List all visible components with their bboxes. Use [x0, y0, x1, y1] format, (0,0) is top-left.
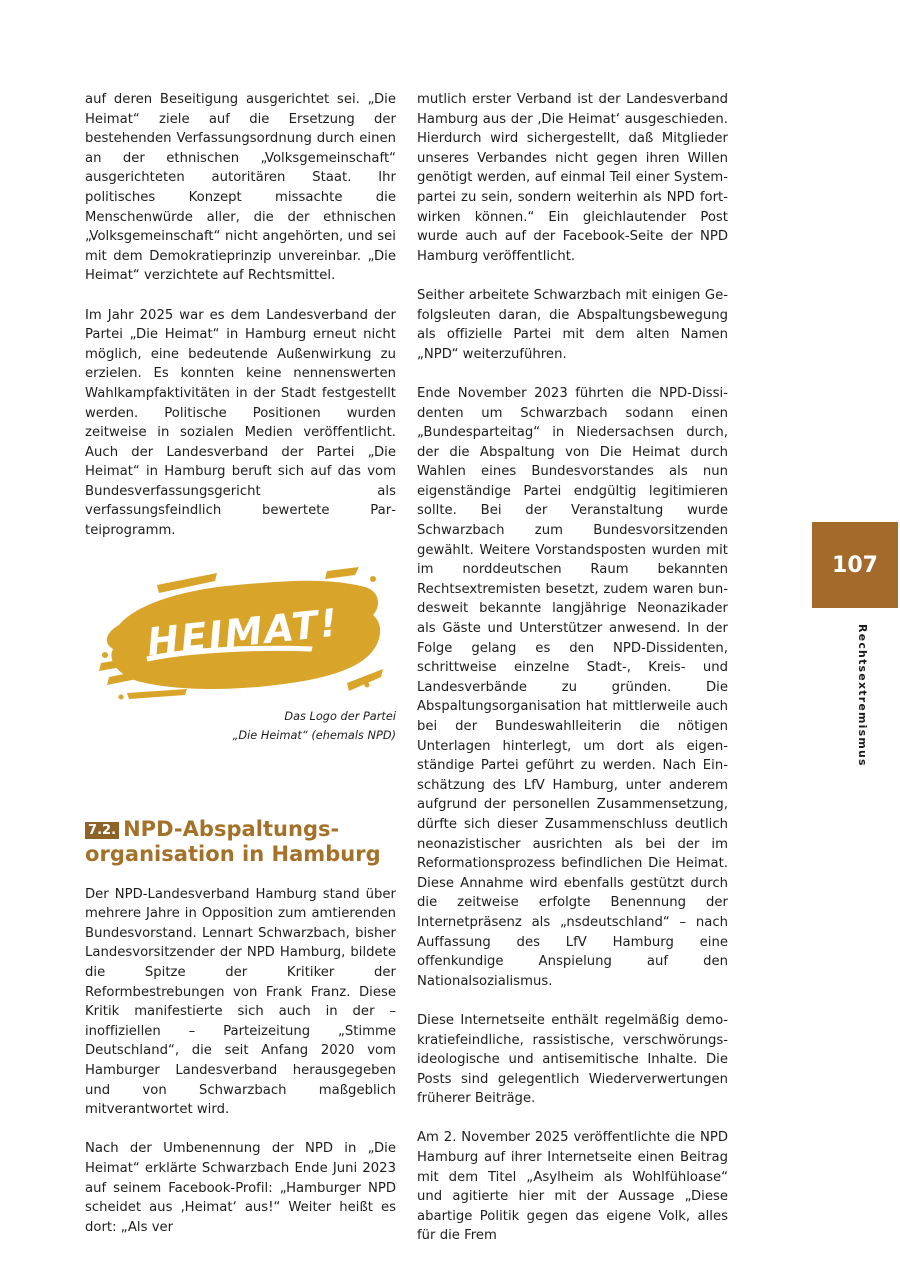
caption-line: „Die Heimat“ (ehemals NPD) — [232, 728, 396, 742]
paragraph: Seither arbeitete Schwarzbach mit einigen Gefolgsleuten daran, die Abspaltungsbewegung als offizielle Partei mit dem alten Namen „NPD“ weiterzuführen. — [417, 287, 728, 362]
caption-line: Das Logo der Partei — [284, 709, 396, 723]
paragraph: Ende November 2023 führten die NPD-Dissidenten um Schwarzbach sodann einen „Bundesparteitag“ in Niedersachsen durch, der die Abspaltung von Die Heimat durch Wahlen eines Bundesvorstandes als nun eigenständige Partei endgültig legitimieren sollte. Bei der Veranstaltung wurde Schwarzbach zum Bundesvorsitzenden gewählt. Weitere Vorstandsposten wurden mit im norddeutschen Raum bekannten Rechtsextremisten besetzt, zudem waren bundesweit bekannte langjährige Neonazikader als Gäste und Unterstützer anwesend. In der Folge gelang es den NPD-Dissidenten, schrittweise einzelne Stadt-, Kreis- und Landesverbände zu gründen. Die Abspaltungsorganisation hat mittlerweile auch bei der Bundeswahlleiterin die nötigen Unterlagen hinterlegt, um dort als eigenständige Partei geführt zu werden. Nach Einschätzung des LfV Hamburg, unter anderem aufgrund der personellen Zusammensetzung, dürfte sich dieser Zusammenschluss deutlich neonazistischer ausrichten als bei der im Reformationsprozess befindlichen Die Heimat. Diese Annahme wird ebenfalls gestützt durch die zeitweise erfolgte Benennung der Internetpräsenz als „nsdeutschland“ – nach Auffassung des LfV Hamburg eine offenkundige Anspielung auf den Nationalsozialismus. — [417, 385, 728, 989]
logo-caption — [85, 707, 396, 745]
paragraph: Nach der Umbenennung der NPD in „Die Heimat“ erklärte Schwarzbach Ende Juni 2023 auf seinem Facebook-Profil: „Hamburger NPD scheidet aus ‚Heimat‘ aus!“ Weiter heißt es dort: „Als ver — [85, 1141, 396, 1235]
right-column — [417, 90, 728, 1246]
paragraph: Der NPD-Landesverband Hamburg stand über mehrere Jahre in Opposition zum amtierenden Bundesvorstand. Lennart Schwarzbach, bisher Landesvorsitzender der NPD Hamburg, bildete die Spitze der Kritiker der Reformbestrebungen von Frank Franz. Diese Kritik manifestierte sich auch in der – inoffiziellen – Parteizeitung „Stimme Deutschland“, die seit Anfang 2020 vom Hamburger Landesverband herausgegeben und von Schwarzbach maßgeblich mitverantwortet wird. — [85, 886, 396, 1118]
paragraph: Am 2. November 2025 veröffentlichte die NPD Hamburg auf ihrer Internetseite einen Beitrag mit dem Titel „Asylheim als Wohlfühloase“ und agitierte hier mit der Aussage „Diese abartige Politik gegen das eigene Volk, alles für die Frem — [417, 1130, 728, 1244]
chapter-side-label: Rechtsextremismus — [856, 624, 869, 767]
heimat-logo — [85, 565, 396, 705]
section-number-badge: 7.2. — [85, 822, 119, 839]
paragraph: auf deren Beseitigung ausgerichtet sei. „Die Heimat“ ziele auf die Ersetzung der bestehenden Verfassungsordnung durch einen an der ethnischen „Volksgemeinschaft“ ausgerichteten autoritären Staat. Ihr politisches Konzept missachte die Menschenwürde aller, die der ethnischen „Volksgemeinschaft“ nicht angehörten, und sei mit dem Demokratieprinzip unvereinbar. „Die Heimat“ verzichtete auf Rechtsmittel. — [85, 92, 396, 284]
section-heading-line1: NPD-Abspaltungs- — [123, 816, 340, 841]
paragraph: mutlich erster Verband ist der Landesverband Hamburg aus der ‚Die Heimat‘ ausgeschieden. Hierdurch wird sichergestellt, daß Mitglieder unseres Verbandes nicht gegen ihren Willen genötigt werden, auf einmal Teil einer Systempartei zu sein, sondern weiterhin als NPD fortwirken können.“ Ein gleichlautender Post wurde auch auf der Facebook-Seite der NPD Hamburg veröffentlicht. — [417, 92, 728, 264]
logo-text: HEIMAT! — [144, 600, 342, 665]
paragraph: Im Jahr 2025 war es dem Landesverband der Partei „Die Heimat“ in Hamburg erneut nicht möglich, eine bedeutende Außenwirkung zu erzielen. Es konnten keine nennenswerten Wahlkampfaktivitäten in der Stadt festgestellt werden. Politische Positionen wurden zeitweise in sozialen Medien veröffentlicht. Auch der Landesverband der Partei „Die Heimat“ in Hamburg beruft sich auf das vom Bundesverfassungsgericht als verfassungsfeindlich bewertete Parteiprogramm. — [85, 307, 396, 539]
left-column — [85, 90, 396, 1237]
paragraph: Diese Internetseite enthält regelmäßig demokratiefeindliche, rassistische, verschwörungsideologische und antisemitische Inhalte. Die Posts sind gelegentlich Wiederverwertungen früherer Beiträge. — [417, 1012, 728, 1107]
section-heading-line2: organisation in Hamburg — [85, 841, 381, 866]
heimat-logo-image — [97, 565, 387, 703]
page-number-tab: 107 — [812, 522, 898, 608]
section-heading — [85, 817, 396, 867]
